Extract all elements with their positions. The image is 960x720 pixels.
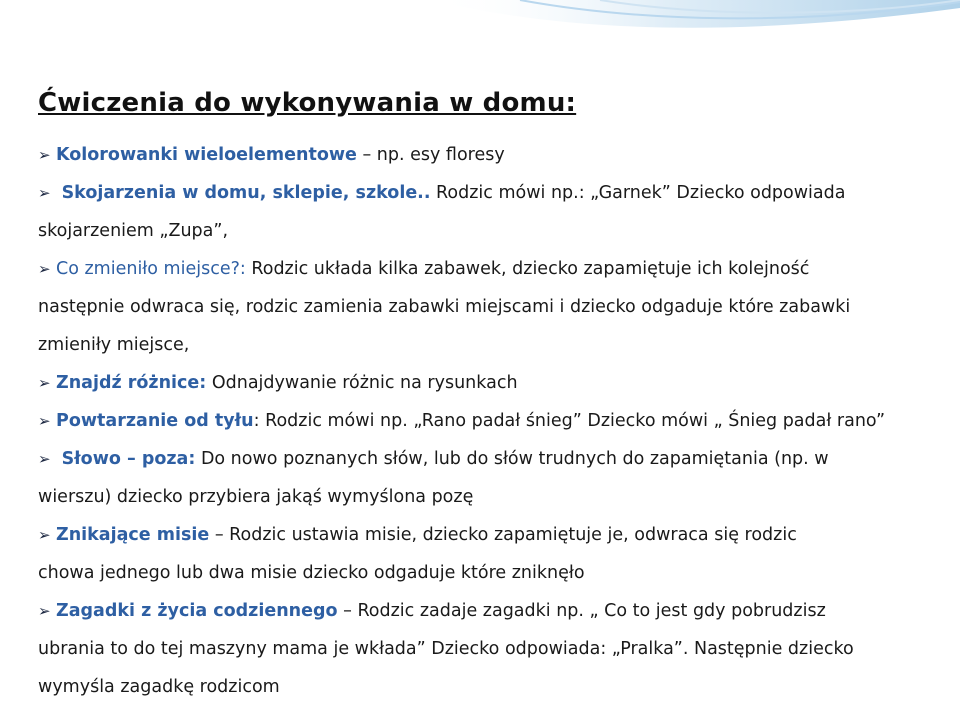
arrow-bullet-icon: ➢ <box>38 146 51 164</box>
exercise-list <box>38 88 948 706</box>
item-text: np. esy floresy <box>376 145 505 165</box>
item-continuation: zmieniły miejsce, <box>38 335 190 355</box>
list-item <box>38 174 948 212</box>
item-continuation: następnie odwraca się, rodzic zamienia zabawki miejscami i dziecko odgaduje które zabawki <box>38 297 851 317</box>
arrow-bullet-icon: ➢ <box>38 374 51 392</box>
item-continuation: wierszu) dziecko przybiera jakąś wymyślona pozę <box>38 487 474 507</box>
item-keyword: Zagadki z życia codziennego <box>56 601 338 621</box>
item-keyword: Znikające misie <box>56 525 210 545</box>
list-item: ➢ Co zmieniło miejsce?: Rodzic układa kilka zabawek, dziecko zapamiętuje ich kolejność <box>38 250 948 288</box>
item-text: Rodzic mówi np.: „Garnek” Dziecko odpowiada <box>430 183 846 203</box>
item-text: Rodzic mówi np. „Rano padał śnieg” Dziecko mówi „ Śnieg padał rano” <box>265 411 886 431</box>
page-title: Ćwiczenia do wykonywania w domu: <box>38 88 577 118</box>
arrow-bullet-icon: ➢ <box>38 184 51 202</box>
list-item <box>38 440 948 478</box>
item-keyword: Co zmieniło miejsce? <box>56 259 240 279</box>
list-item: ➢ Kolorowanki wieloelementowe – np. esy floresy <box>38 136 948 174</box>
list-item: ➢ Znikające misie – Rodzic ustawia misie, dziecko zapamiętuje je, odwraca się rodzic <box>38 516 948 554</box>
arrow-bullet-icon: ➢ <box>38 412 51 430</box>
item-text: Rodzic zadaje zagadki np. „ Co to jest gdy pobrudzisz <box>357 601 826 621</box>
item-continuation: skojarzeniem „Zupa”, <box>38 221 229 241</box>
item-keyword: Kolorowanki wieloelementowe <box>56 145 357 165</box>
item-text: Odnajdywanie różnic na rysunkach <box>206 373 518 393</box>
item-continuation: chowa jednego lub dwa misie dziecko odgaduje które zniknęło <box>38 563 585 583</box>
arrow-bullet-icon: ➢ <box>38 526 51 544</box>
item-text: Do nowo poznanych słów, lub do słów trudnych do zapamiętania (np. w <box>195 449 829 469</box>
item-continuation: ubrania to do tej maszyny mama je wkłada” Dziecko odpowiada: „Pralka”. Następnie dziecko <box>38 639 854 659</box>
list-item: ➢ Powtarzanie od tyłu: Rodzic mówi np. „Rano padał śnieg” Dziecko mówi „ Śnieg padał rano” <box>38 402 948 440</box>
list-item: ➢ Zagadki z życia codziennego – Rodzic zadaje zagadki np. „ Co to jest gdy pobrudzisz <box>38 592 948 630</box>
item-text: Rodzic układa kilka zabawek, dziecko zapamiętuje ich kolejność <box>251 259 810 279</box>
item-keyword: Powtarzanie od tyłu <box>56 411 254 431</box>
item-text: Rodzic ustawia misie, dziecko zapamiętuje je, odwraca się rodzic <box>229 525 797 545</box>
header-wave-decoration <box>0 0 960 80</box>
item-keyword: Znajdź różnice: <box>56 373 207 393</box>
item-keyword: Słowo – poza: <box>61 449 196 469</box>
arrow-bullet-icon: ➢ <box>38 602 51 620</box>
item-keyword: Skojarzenia w domu, sklepie, szkole.. <box>61 183 431 203</box>
arrow-bullet-icon: ➢ <box>38 260 51 278</box>
arrow-bullet-icon: ➢ <box>38 450 51 468</box>
item-continuation: wymyśla zagadkę rodzicom <box>38 677 280 697</box>
list-item <box>38 364 948 402</box>
